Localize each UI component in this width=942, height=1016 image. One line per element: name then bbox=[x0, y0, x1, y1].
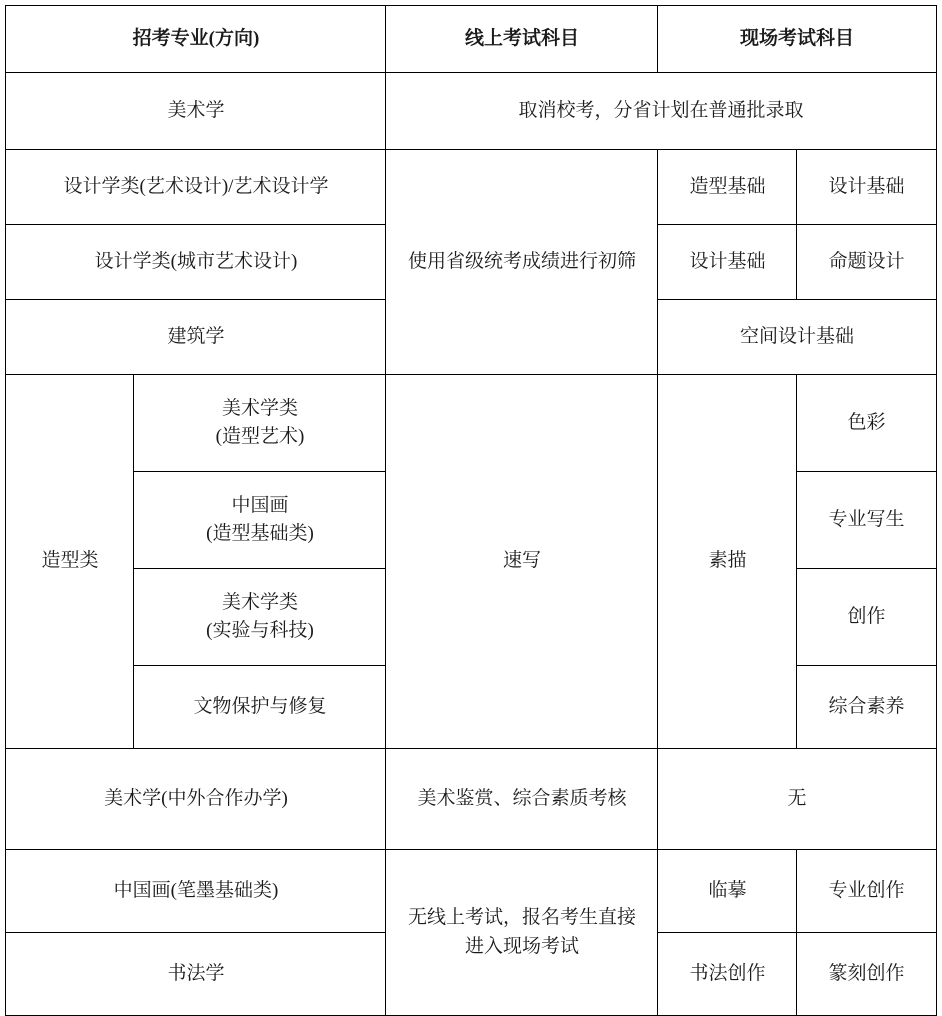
cell-onsite-professional-creation: 专业创作 bbox=[797, 850, 936, 933]
table-row bbox=[6, 73, 936, 150]
cell-line-1: 美术学类 bbox=[221, 591, 298, 613]
cell-onsite-comprehensive-literacy: 综合素养 bbox=[797, 666, 936, 749]
cell-onsite-color: 色彩 bbox=[797, 375, 936, 472]
cell-onsite-calligraphy-creation: 书法创作 bbox=[658, 933, 797, 1016]
cell-major-urban-art-design: 设计学类(城市艺术设计) bbox=[6, 225, 386, 300]
header-onsite: 现场考试科目 bbox=[658, 6, 936, 73]
cell-line-1: 中国画 bbox=[231, 494, 289, 516]
cell-onsite-design-basics-2: 设计基础 bbox=[658, 225, 797, 300]
cell-major-architecture: 建筑学 bbox=[6, 300, 386, 375]
cell-line-2: (造型艺术) bbox=[215, 426, 305, 447]
table-row bbox=[6, 749, 936, 850]
cell-online-art-appreciation: 美术鉴赏、综合素质考核 bbox=[386, 749, 658, 850]
cell-online-sketch: 速写 bbox=[386, 375, 658, 749]
cell-onsite-creation: 创作 bbox=[797, 569, 936, 666]
header-major: 招考专业(方向) bbox=[6, 6, 386, 73]
cell-major-fine-arts-modeling bbox=[134, 375, 386, 472]
cell-note-cancelled-exam: 取消校考，分省计划在普通批录取 bbox=[386, 73, 936, 150]
exam-subjects-table bbox=[5, 5, 936, 1016]
cell-major-calligraphy: 书法学 bbox=[6, 933, 386, 1016]
cell-onsite-design-basics: 设计基础 bbox=[797, 150, 936, 225]
cell-major-fine-arts-joint-program: 美术学(中外合作办学) bbox=[6, 749, 386, 850]
cell-group-sculptural: 造型类 bbox=[6, 375, 134, 749]
cell-major-fine-arts-experiment-tech bbox=[134, 569, 386, 666]
cell-line-1: 无线上考试，报名考生直接 bbox=[407, 907, 636, 928]
cell-onsite-copying: 临摹 bbox=[658, 850, 797, 933]
table-row bbox=[6, 375, 936, 472]
cell-onsite-professional-sketching: 专业写生 bbox=[797, 472, 936, 569]
cell-onsite-themed-design: 命题设计 bbox=[797, 225, 936, 300]
cell-major-design-art: 设计学类(艺术设计)/艺术设计学 bbox=[6, 150, 386, 225]
cell-major-chinese-painting-basics bbox=[134, 472, 386, 569]
cell-line-2: (实验与科技) bbox=[206, 620, 314, 641]
cell-onsite-seal-carving-creation: 篆刻创作 bbox=[797, 933, 936, 1016]
cell-line-2: 进入现场考试 bbox=[464, 935, 579, 957]
document-page bbox=[0, 5, 942, 984]
cell-online-provincial-screening: 使用省级统考成绩进行初筛 bbox=[386, 150, 658, 375]
header-online: 线上考试科目 bbox=[386, 6, 658, 73]
cell-major-cultural-relics-conservation: 文物保护与修复 bbox=[134, 666, 386, 749]
cell-major-chinese-painting-ink: 中国画(笔墨基础类) bbox=[6, 850, 386, 933]
cell-online-no-online-exam bbox=[386, 850, 658, 1016]
cell-line-1: 美术学类 bbox=[221, 397, 298, 419]
table-row bbox=[6, 150, 936, 225]
cell-onsite-spatial-design-basics: 空间设计基础 bbox=[658, 300, 936, 375]
cell-onsite-drawing: 素描 bbox=[658, 375, 797, 749]
table-row bbox=[6, 850, 936, 933]
cell-onsite-modeling-basics: 造型基础 bbox=[658, 150, 797, 225]
cell-major-fine-arts: 美术学 bbox=[6, 73, 386, 150]
cell-line-2: (造型基础类) bbox=[206, 523, 314, 544]
cell-onsite-none: 无 bbox=[658, 749, 936, 850]
table-header-row bbox=[6, 6, 936, 73]
